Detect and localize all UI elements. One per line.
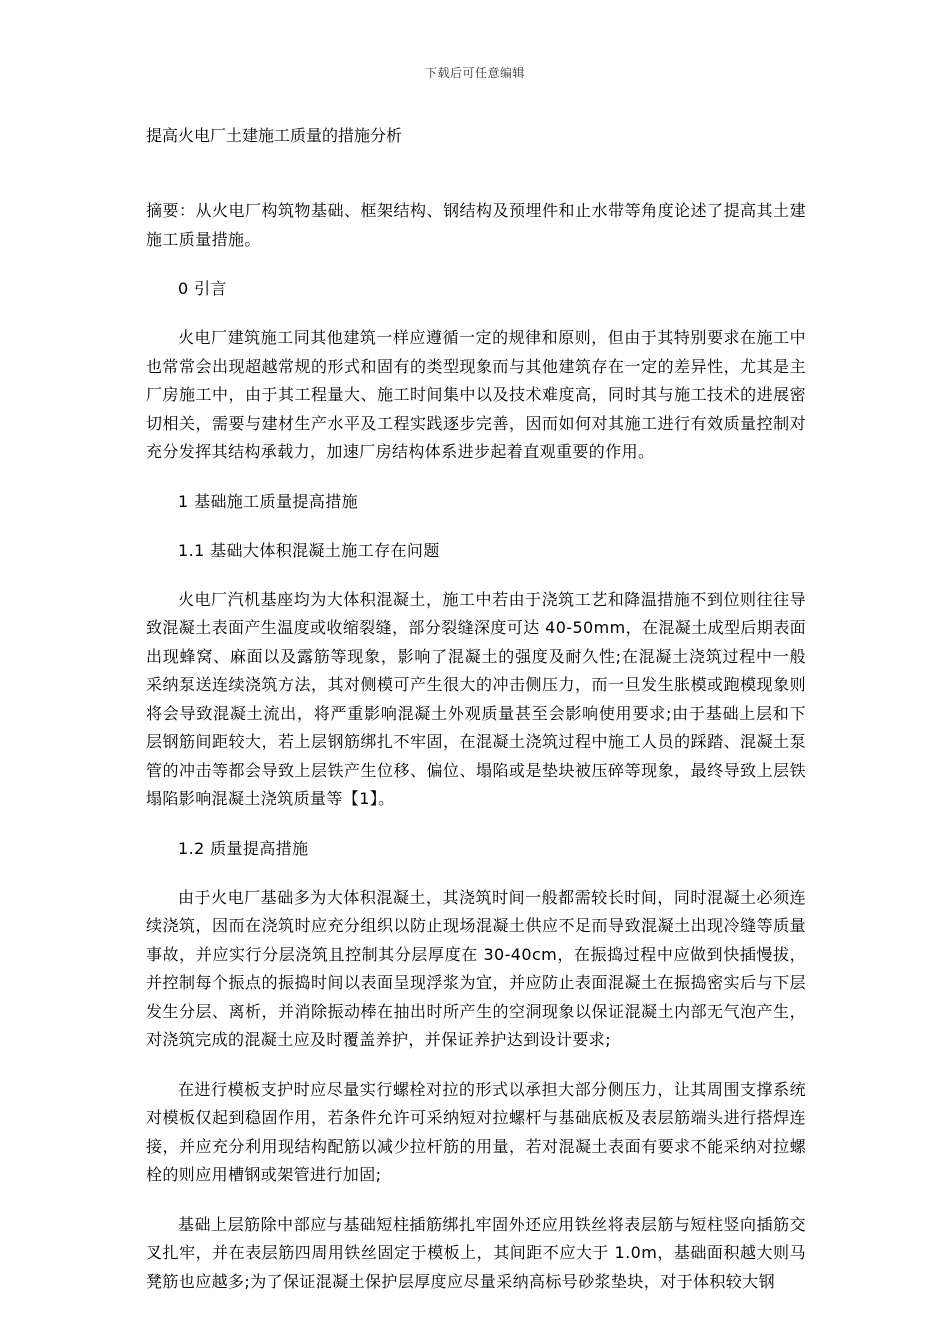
page-header-note: 下载后可任意编辑 — [424, 66, 525, 80]
subsection-heading-1-2: 1.2 质量提高措施 — [178, 838, 309, 858]
document-body — [146, 122, 806, 1317]
document-title: 提高火电厂土建施工质量的措施分析 — [146, 126, 403, 145]
paragraph-1-2-b: 在进行模板支护时应尽量实行螺栓对拉的形式以承担大部分侧压力，让其周围支撑系统对模板仅起到稳固作用，若条件允许可采纳短对拉螺杆与基础底板及表层筋端头进行搭焊连接，并应充分利用现结构配筋以减少拉杆筋的用量，若对混凝土表面有要求不能采纳对拉螺栓的则应用槽钢或架管进行加固; — [146, 1079, 806, 1184]
paragraph-1-1: 火电厂汽机基座均为大体积混凝土，施工中若由于浇筑工艺和降温措施不到位则往往导致混凝土表面产生温度或收缩裂缝，部分裂缝深度可达 40-50mm，在混凝土成型后期表面出现蜂窝、麻面以及露筋等现象，影响了混凝土的强度及耐久性;在混凝土浇筑过程中一般采纳泵送连续浇筑方法，其对侧模可产生很大的冲击侧压力，而一旦发生胀模或跑模现象则将会导致混凝土流出，将严重影响混凝土外观质量甚至会影响使用要求;由于基础上层和下层钢筋间距较大，若上层钢筋绑扎不牢固，在混凝土浇筑过程中施工人员的踩踏、混凝土泵管的冲击等都会导致上层铁产生位移、偏位、塌陷或是垫块被压碎等现象，最终导致上层铁塌陷影响混凝土浇筑质量等【1】。 — [146, 589, 806, 808]
subsection-heading-1-1: 1.1 基础大体积混凝土施工存在问题 — [178, 540, 440, 560]
section-heading-1: 1 基础施工质量提高措施 — [178, 491, 359, 511]
intro-paragraph: 火电厂建筑施工同其他建筑一样应遵循一定的规律和原则，但由于其特别要求在施工中也常常会出现超越常规的形式和固有的类型现象而与其他建筑存在一定的差异性，尤其是主厂房施工中，由于其工程量大、施工时间集中以及技术难度高，同时其与施工技术的进展密切相关，需要与建材生产水平及工程实践逐步完善，因而如何对其施工进行有效质量控制对充分发挥其结构承载力，加速厂房结构体系进步起着直观重要的作用。 — [146, 328, 806, 461]
section-heading-0: 0 引言 — [178, 279, 227, 298]
paragraph-1-2-c: 基础上层筋除中部应与基础短柱插筋绑扎牢固外还应用铁丝将表层筋与短柱竖向插筋交叉扎牢，并在表层筋四周用铁丝固定于模板上，其间距不应大于 1.0m，基础面积越大则马凳筋也应越多;为了保证混凝土保护层厚度应尽量采纳高标号砂浆垫块，对于体积较大钢 — [146, 1214, 806, 1291]
paragraph-1-2-a: 由于火电厂基础多为大体积混凝土，其浇筑时间一般都需较长时间，同时混凝土必须连续浇筑，因而在浇筑时应充分组织以防止现场混凝土供应不足而导致混凝土出现冷缝等质量事故，并应实行分层浇筑且控制其分层厚度在 30-40cm，在振捣过程中应做到快插慢拔，并控制每个振点的振捣时间以表面呈现浮浆为宜，并应防止表面混凝土在振捣密实后与下层发生分层、离析，并消除振动棒在抽出时所产生的空洞现象以保证混凝土内部无气泡产生，对浇筑完成的混凝土应及时覆盖养护，并保证养护达到设计要求; — [146, 887, 806, 1049]
abstract-paragraph: 摘要：从火电厂构筑物基础、框架结构、钢结构及预埋件和止水带等角度论述了提高其土建施工质量措施。 — [146, 201, 806, 249]
